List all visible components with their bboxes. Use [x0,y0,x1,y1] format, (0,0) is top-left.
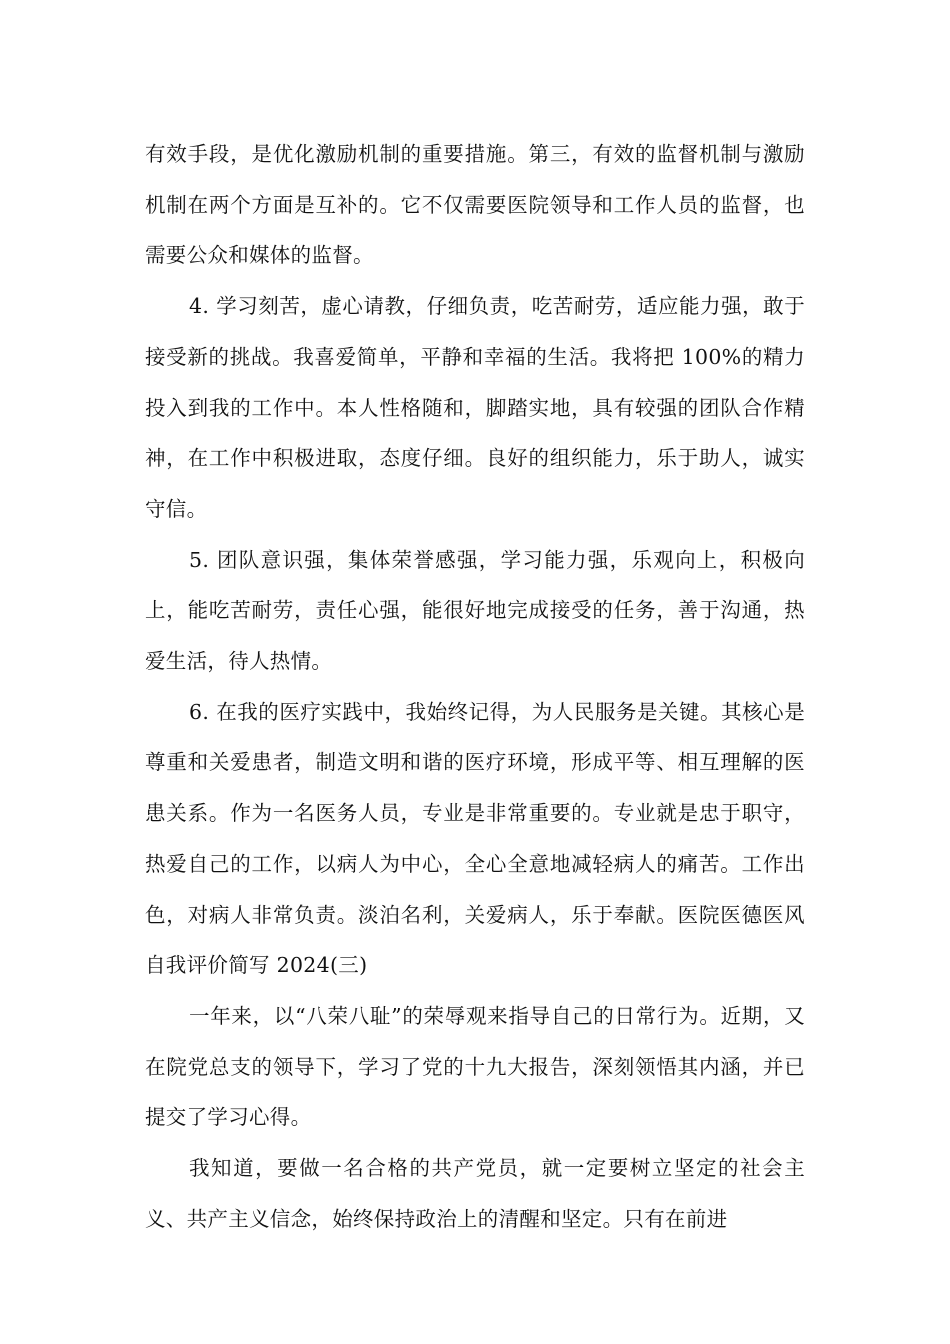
paragraph-year-review: 一年来，以“八荣八耻”的荣辱观来指导自己的日常行为。近期，又在院党总支的领导下，学习了党的十九大报告，深刻领悟其内涵，并已提交了学习心得。 [145,1003,805,1130]
paragraph-continuation: 有效手段，是优化激励机制的重要措施。第三，有效的监督机制与激励机制在两个方面是互补的。它不仅需要医院领导和工作人员的监督，也需要公众和媒体的监督。 [145,142,805,268]
paragraph-item-6: 6. 在我的医疗实践中，我始终记得，为人民服务是关键。其核心是尊重和关爱患者，制造文明和谐的医疗环境，形成平等、相互理解的医患关系。作为一名医务人员，专业是非常重要的。专业就是忠于职守，热爱自己的工作，以病人为中心，全心全意地减轻病人的痛苦。工作出色，对病人非常负责。淡泊名利，关爱病人，乐于奉献。医院医德医风自我评价简写 2024(三) [145,699,805,978]
paragraph-item-5: 5. 团队意识强，集体荣誉感强，学习能力强，乐观向上，积极向上，能吃苦耐劳，责任心强，能很好地完成接受的任务，善于沟通，热爱生活，待人热情。 [145,547,805,674]
document-body [145,129,805,1244]
paragraph-item-4: 4. 学习刻苦，虚心请教，仔细负责，吃苦耐劳，适应能力强，敢于接受新的挑战。我喜爱简单，平静和幸福的生活。我将把 100%的精力投入到我的工作中。本人性格随和，脚踏实地，具有较强的团队合作精神，在工作中积极进取，态度仔细。良好的组织能力，乐于助人，诚实守信。 [145,294,805,521]
paragraph-party-member: 我知道，要做一名合格的共产党员，就一定要树立坚定的社会主义、共产主义信念，始终保持政治上的清醒和坚定。只有在前进 [145,1156,805,1231]
